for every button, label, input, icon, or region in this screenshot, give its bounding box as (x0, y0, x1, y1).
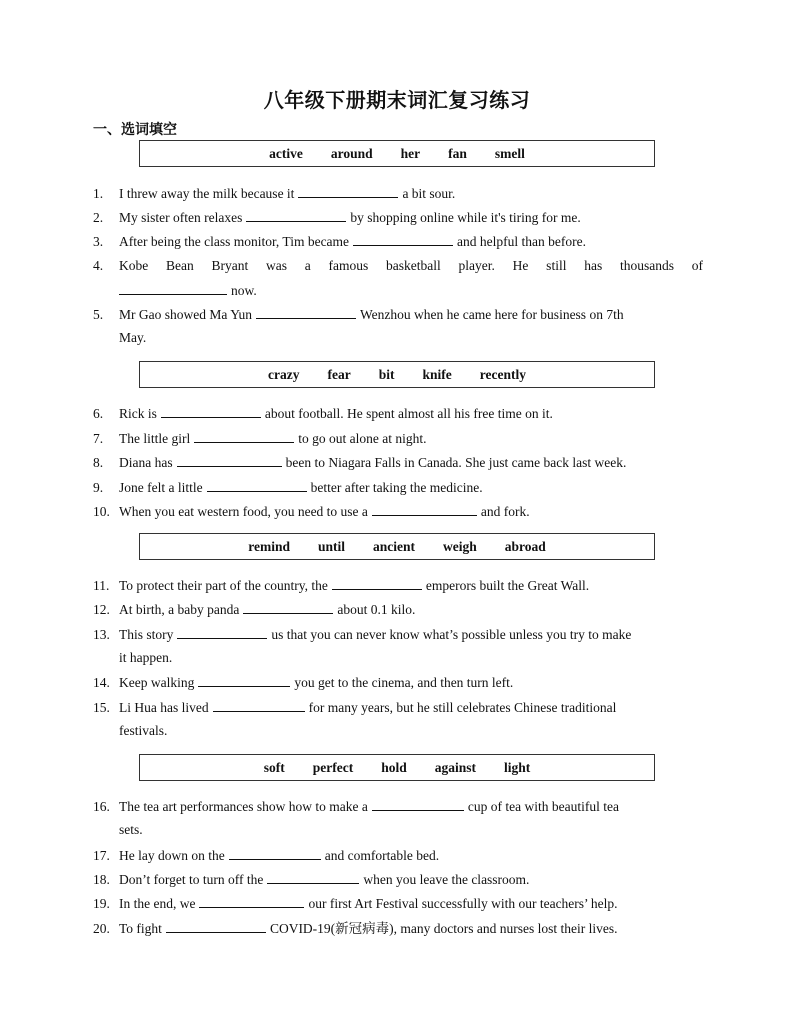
question-text: When you eat western food, you need to use a (119, 504, 368, 519)
question-number: 13. (93, 627, 110, 642)
word-box-3 (139, 533, 655, 560)
box-word: ancient (373, 538, 415, 554)
question-6 (93, 401, 703, 425)
question-text: Rick is (119, 406, 157, 421)
box-word: weigh (443, 538, 477, 554)
question-number: 14. (93, 675, 110, 690)
question-text: festivals. (119, 723, 168, 738)
question-text: a bit sour. (402, 186, 456, 201)
question-text: COVID-19(新冠病毒), many doctors and nurses lost their lives. (269, 921, 618, 936)
answer-blank[interactable] (243, 597, 333, 614)
question-16-continued (119, 818, 143, 842)
answer-blank[interactable] (199, 891, 304, 908)
question-text: and fork. (480, 504, 530, 519)
answer-blank[interactable] (119, 278, 227, 295)
box-word: against (434, 759, 476, 775)
question-text: emperors built the Great Wall. (425, 578, 590, 593)
question-text: when you leave the classroom. (363, 872, 530, 887)
question-text: I threw away the milk because it (119, 186, 295, 201)
question-number: 4. (93, 258, 104, 273)
question-text: Jone felt a little (119, 480, 203, 495)
question-5-continued (119, 326, 146, 350)
question-text: Li Hua has lived (119, 700, 209, 715)
question-text: After being the class monitor, Tim became (119, 234, 350, 249)
question-number: 15. (93, 700, 110, 715)
question-text: it happen. (119, 650, 173, 665)
answer-blank[interactable] (353, 229, 453, 246)
question-text: The tea art performances show how to make a (119, 799, 368, 814)
question-number: 6. (93, 406, 104, 421)
box-word: fear (327, 366, 351, 382)
question-number: 9. (93, 480, 104, 495)
answer-blank[interactable] (207, 475, 307, 492)
question-text: and comfortable bed. (324, 848, 440, 863)
question-text: by shopping online while it's tiring for me. (350, 210, 581, 225)
box-word: knife (422, 366, 452, 382)
answer-blank[interactable] (256, 302, 356, 319)
box-word: crazy (268, 366, 300, 382)
question-text: Diana has (119, 455, 173, 470)
question-text: Keep walking (119, 675, 195, 690)
question-text: Wenzhou when he came here for business on 7th (359, 307, 624, 322)
question-19 (93, 891, 703, 915)
question-10 (93, 499, 703, 523)
question-8 (93, 450, 703, 474)
answer-blank[interactable] (332, 573, 422, 590)
question-text: cup of tea with beautiful tea (467, 799, 619, 814)
box-word: smell (494, 145, 525, 161)
question-text: At birth, a baby panda (119, 602, 240, 617)
answer-blank[interactable] (372, 499, 477, 516)
answer-blank[interactable] (298, 181, 398, 198)
question-16 (93, 794, 703, 818)
question-number: 7. (93, 431, 104, 446)
box-word: until (317, 538, 345, 554)
section-heading: 一、选词填空 (93, 122, 177, 138)
question-4-continued (119, 278, 257, 302)
box-word: soft (263, 759, 285, 775)
question-text: May. (119, 330, 147, 345)
box-word: fan (448, 145, 467, 161)
answer-blank[interactable] (177, 450, 282, 467)
box-word: abroad (504, 538, 546, 554)
question-text: our first Art Festival successfully with our teachers’ help. (308, 896, 618, 911)
question-number: 18. (93, 872, 110, 887)
answer-blank[interactable] (166, 916, 266, 933)
question-number: 20. (93, 921, 110, 936)
question-text: now. (231, 283, 257, 298)
answer-blank[interactable] (161, 401, 261, 418)
question-text: us that you can never know what’s possible unless you try to make (271, 627, 632, 642)
question-text: Don’t forget to turn off the (119, 872, 264, 887)
question-13 (93, 622, 703, 646)
question-text: about 0.1 kilo. (337, 602, 416, 617)
box-word: remind (248, 538, 290, 554)
question-text: sets. (119, 822, 143, 837)
page-title: 八年级下册期末词汇复习练习 (263, 88, 531, 112)
question-text: To protect their part of the country, the (119, 578, 328, 593)
question-18 (93, 867, 703, 891)
question-text: My sister often relaxes (119, 210, 243, 225)
answer-blank[interactable] (229, 843, 321, 860)
question-text: and helpful than before. (457, 234, 586, 249)
box-word: hold (381, 759, 407, 775)
question-text: To fight (119, 921, 162, 936)
question-number: 2. (93, 210, 104, 225)
word-box-4 (139, 754, 655, 781)
question-number: 16. (93, 799, 110, 814)
box-word: bit (378, 366, 395, 382)
answer-blank[interactable] (177, 622, 267, 639)
box-word: light (504, 759, 531, 775)
answer-blank[interactable] (267, 867, 359, 884)
question-15 (93, 695, 703, 719)
question-20 (93, 916, 703, 940)
question-number: 17. (93, 848, 110, 863)
question-3 (93, 229, 703, 253)
box-word: recently (479, 366, 526, 382)
question-text: about football. He spent almost all his free time on it. (264, 406, 553, 421)
question-5 (93, 302, 703, 326)
question-13-continued (119, 646, 172, 670)
question-number: 8. (93, 455, 104, 470)
question-text: The little girl (119, 431, 191, 446)
question-text: for many years, but he still celebrates Chinese traditional (308, 700, 617, 715)
question-text: He lay down on the (119, 848, 225, 863)
word-box-1 (139, 140, 655, 167)
question-text: better after taking the medicine. (310, 480, 483, 495)
question-7 (93, 426, 703, 450)
question-text: In the end, we (119, 896, 196, 911)
question-number: 11. (93, 578, 110, 593)
answer-blank[interactable] (372, 794, 464, 811)
question-1 (93, 181, 703, 205)
answer-blank[interactable] (198, 670, 290, 687)
question-14 (93, 670, 703, 694)
question-number: 3. (93, 234, 104, 249)
question-text: you get to the cinema, and then turn left. (294, 675, 514, 690)
question-number: 19. (93, 896, 110, 911)
question-text: This story (119, 627, 174, 642)
question-text: been to Niagara Falls in Canada. She just came back last week. (285, 455, 627, 470)
question-number: 5. (93, 307, 104, 322)
question-text: to go out alone at night. (298, 431, 427, 446)
question-15-continued (119, 719, 167, 743)
word-box-2 (139, 361, 655, 388)
box-word: around (330, 145, 373, 161)
question-number: 10. (93, 504, 110, 519)
box-word: her (400, 145, 421, 161)
question-4 (93, 254, 703, 278)
answer-blank[interactable] (246, 205, 346, 222)
question-12 (93, 597, 703, 621)
question-text: Kobe Bean Bryant was a famous basketball player. He still has thousands of (119, 258, 703, 273)
answer-blank[interactable] (194, 426, 294, 443)
question-9 (93, 475, 703, 499)
box-word: perfect (312, 759, 354, 775)
box-word: active (269, 145, 303, 161)
question-number: 12. (93, 602, 110, 617)
question-2 (93, 205, 703, 229)
question-number: 1. (93, 186, 104, 201)
question-text: Mr Gao showed Ma Yun (119, 307, 252, 322)
answer-blank[interactable] (213, 695, 305, 712)
question-17 (93, 843, 703, 867)
question-11 (93, 573, 703, 597)
